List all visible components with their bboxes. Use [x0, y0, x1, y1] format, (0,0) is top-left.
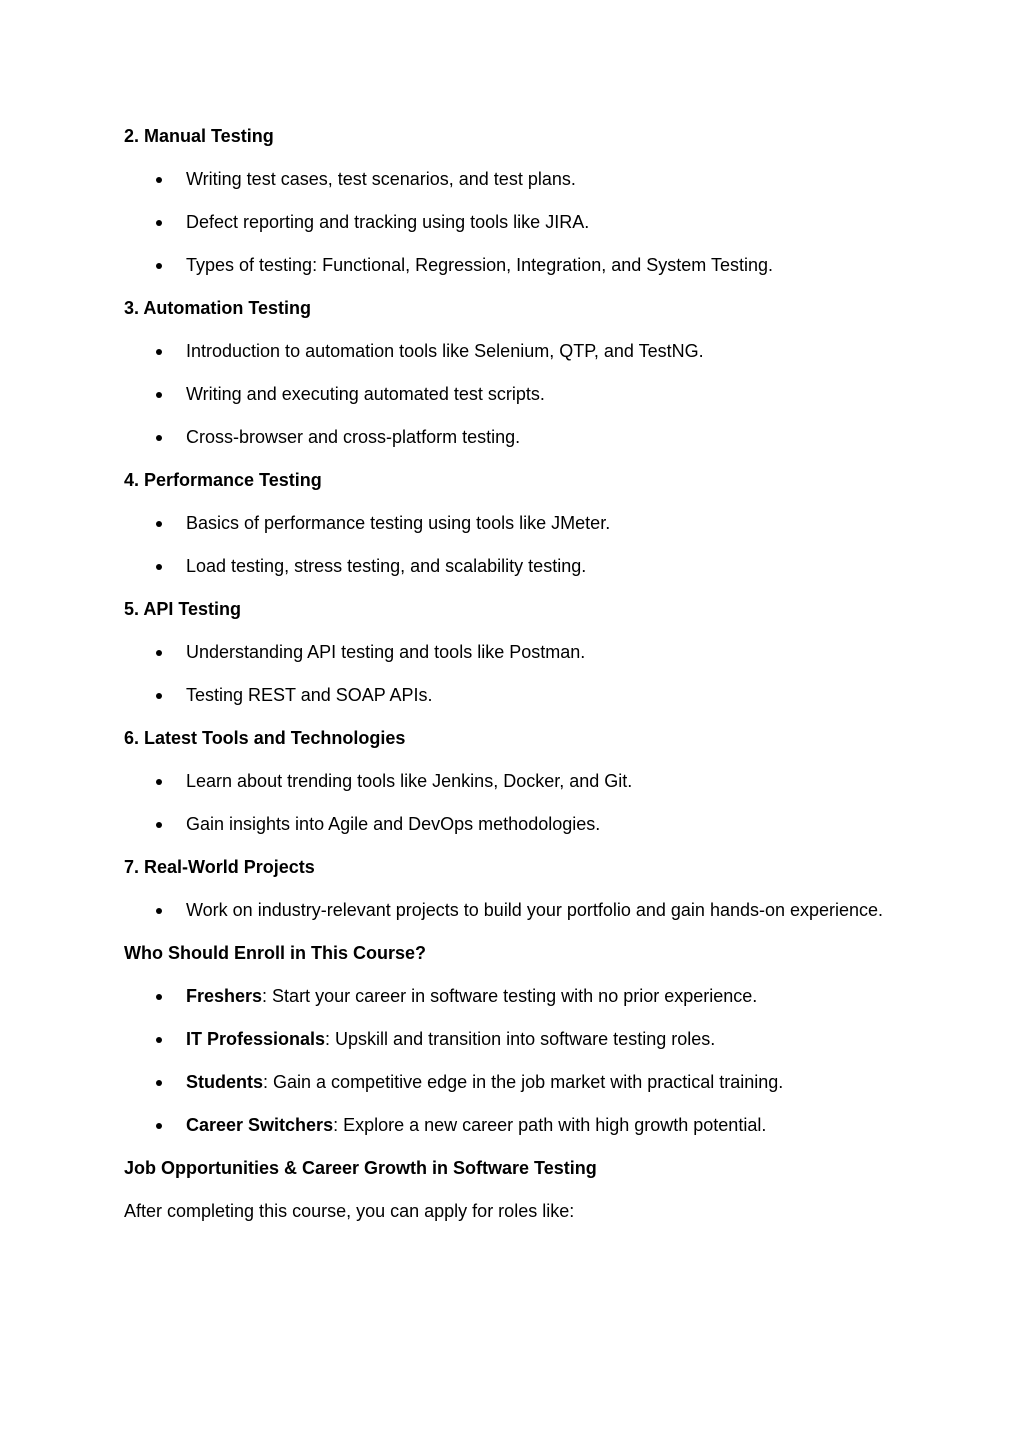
list-item: Defect reporting and tracking using tools like JIRA.	[124, 208, 884, 237]
section-heading-automation-testing: 3. Automation Testing	[124, 298, 311, 318]
section-heading-job-opportunities: Job Opportunities & Career Growth in Software Testing	[124, 1158, 597, 1178]
section-heading-who-should-enroll: Who Should Enroll in This Course?	[124, 943, 426, 963]
list-item: Introduction to automation tools like Selenium, QTP, and TestNG.	[124, 337, 884, 366]
bullet-icon	[156, 1080, 162, 1086]
bullet-icon	[156, 392, 162, 398]
section-heading-manual-testing: 2. Manual Testing	[124, 126, 274, 146]
list-item	[124, 1111, 884, 1140]
bullet-icon	[156, 435, 162, 441]
bullet-icon	[156, 521, 162, 527]
enroll-description: : Start your career in software testing with no prior experience.	[262, 986, 758, 1006]
list-item: Basics of performance testing using tools like JMeter.	[124, 509, 884, 538]
performance-testing-list	[124, 509, 884, 581]
bullet-icon	[156, 693, 162, 699]
list-item: Work on industry-relevant projects to build your portfolio and gain hands-on experience.	[124, 896, 884, 925]
enroll-list	[124, 982, 884, 1140]
enroll-description: : Explore a new career path with high growth potential.	[333, 1115, 767, 1135]
list-item: Testing REST and SOAP APIs.	[124, 681, 884, 710]
enroll-term: Career Switchers	[186, 1115, 334, 1135]
latest-tools-list	[124, 767, 884, 839]
bullet-icon	[156, 1037, 162, 1043]
bullet-icon	[156, 908, 162, 914]
enroll-description: : Gain a competitive edge in the job market with practical training.	[263, 1072, 784, 1092]
job-opportunities-intro: After completing this course, you can apply for roles like:	[124, 1201, 575, 1221]
bullet-icon	[156, 779, 162, 785]
bullet-icon	[156, 564, 162, 570]
list-item: Cross-browser and cross-platform testing.	[124, 423, 884, 452]
list-item	[124, 1068, 884, 1097]
section-heading-performance-testing: 4. Performance Testing	[124, 470, 322, 490]
list-item	[124, 1025, 884, 1054]
section-heading-latest-tools: 6. Latest Tools and Technologies	[124, 728, 406, 748]
list-item: Understanding API testing and tools like Postman.	[124, 638, 884, 667]
bullet-icon	[156, 177, 162, 183]
list-item: Writing test cases, test scenarios, and test plans.	[124, 165, 884, 194]
bullet-icon	[156, 994, 162, 1000]
list-item	[124, 982, 884, 1011]
section-heading-real-world-projects: 7. Real-World Projects	[124, 857, 315, 877]
enroll-term: Freshers	[186, 986, 263, 1006]
automation-testing-list	[124, 337, 884, 452]
list-item: Gain insights into Agile and DevOps methodologies.	[124, 810, 884, 839]
manual-testing-list	[124, 165, 884, 280]
section-heading-api-testing: 5. API Testing	[124, 599, 242, 619]
list-item: Types of testing: Functional, Regression, Integration, and System Testing.	[124, 251, 884, 280]
bullet-icon	[156, 349, 162, 355]
enroll-description: : Upskill and transition into software testing roles.	[325, 1029, 716, 1049]
document-page	[124, 122, 884, 1240]
bullet-icon	[156, 263, 162, 269]
enroll-term: IT Professionals	[186, 1029, 326, 1049]
bullet-icon	[156, 650, 162, 656]
api-testing-list	[124, 638, 884, 710]
bullet-icon	[156, 220, 162, 226]
list-item: Writing and executing automated test scripts.	[124, 380, 884, 409]
enroll-term: Students	[186, 1072, 264, 1092]
bullet-icon	[156, 822, 162, 828]
real-world-projects-list	[124, 896, 884, 925]
bullet-icon	[156, 1123, 162, 1129]
list-item: Load testing, stress testing, and scalability testing.	[124, 552, 884, 581]
list-item: Learn about trending tools like Jenkins, Docker, and Git.	[124, 767, 884, 796]
